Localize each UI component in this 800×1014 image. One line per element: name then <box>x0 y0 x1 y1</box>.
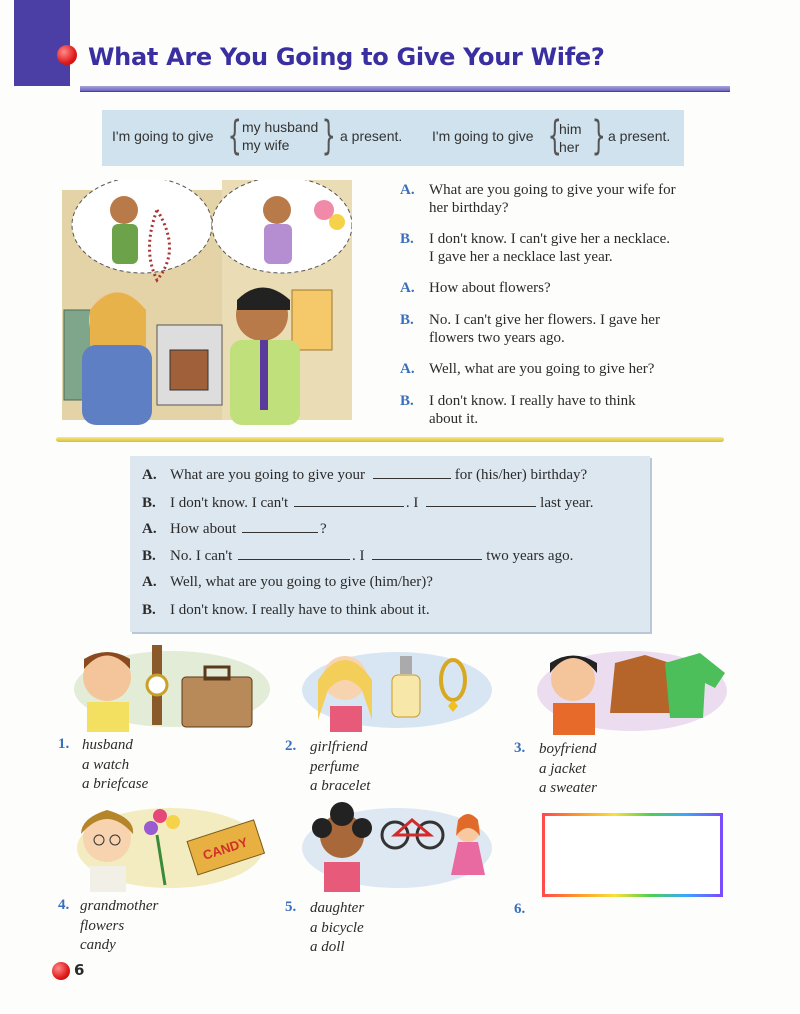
husband-watch-briefcase-picture <box>72 637 272 732</box>
speaker-label: B. <box>142 495 156 511</box>
speaker-label: B. <box>400 231 414 247</box>
title-bullet-icon <box>57 45 77 65</box>
item-number-4: 4. <box>58 897 70 913</box>
right-close-brace: } <box>591 113 606 159</box>
grammar-option-wife: my wife <box>242 137 290 153</box>
item-gift: a bracelet <box>310 778 371 794</box>
speaker-label: B. <box>142 548 156 564</box>
candy-label: CANDY <box>200 834 250 863</box>
item-gift: a doll <box>310 939 345 955</box>
item-gift: a bicycle <box>310 920 364 936</box>
blank-person[interactable] <box>373 466 451 479</box>
speaker-label: A. <box>142 467 157 483</box>
practice-box <box>130 456 650 632</box>
grammar-right-suffix: a present. <box>608 128 671 144</box>
speaker-label: A. <box>142 574 157 590</box>
dialogue-text: her birthday? <box>429 200 509 216</box>
item-gift: a watch <box>82 757 130 773</box>
practice-line-6: B. I don't know. I really have to think about it. <box>142 602 430 618</box>
blank-cant-give[interactable] <box>294 494 404 507</box>
boyfriend-jacket-sweater-picture <box>535 643 730 735</box>
speaker-label: B. <box>142 602 156 618</box>
blank-gave-2[interactable] <box>372 547 482 560</box>
item-gift: a sweater <box>539 780 597 796</box>
item-person-girlfriend: girlfriend <box>310 739 368 755</box>
dialogue-text: flowers two years ago. <box>429 330 565 346</box>
item-number-1: 1. <box>58 736 70 752</box>
practice-line-1: A. What are you going to give your for (his/her) birthday? <box>142 467 588 483</box>
speaker-label: A. <box>400 280 415 296</box>
practice-line-2: B. I don't know. I can't . I last year. <box>142 495 594 511</box>
grammar-left-suffix: a present. <box>340 128 403 144</box>
office-conversation-illustration <box>62 180 352 430</box>
section-divider <box>56 437 724 442</box>
dialogue-text: What are you going to give your wife for <box>429 182 676 198</box>
grammar-option-husband: my husband <box>242 119 319 135</box>
page-title: What Are You Going to Give Your Wife? <box>88 43 605 71</box>
corner-tab <box>14 0 70 86</box>
speaker-label: B. <box>400 393 414 409</box>
blank-cant-give-2[interactable] <box>238 547 350 560</box>
grammar-option-her: her <box>559 139 580 155</box>
dialogue-text: I don't know. I really have to think <box>429 393 636 409</box>
item-number-3: 3. <box>514 740 526 756</box>
dialogue-text: No. I can't give her flowers. I gave her <box>429 312 660 328</box>
item-number-6: 6. <box>514 901 526 917</box>
item-gift: candy <box>80 937 116 953</box>
speaker-label: A. <box>142 521 157 537</box>
practice-line-3: A. How about ? <box>142 521 327 537</box>
dialogue-text: Well, what are you going to give her? <box>429 361 655 377</box>
title-underline <box>80 86 730 92</box>
speaker-label: A. <box>400 182 415 198</box>
item-person-husband: husband <box>82 737 133 753</box>
girlfriend-perfume-bracelet-picture <box>300 640 495 732</box>
item-gift: a jacket <box>539 761 587 777</box>
grammar-left-prefix: I'm going to give <box>112 128 214 144</box>
dialogue-text: How about flowers? <box>429 280 551 296</box>
item-number-2: 2. <box>285 738 297 754</box>
grammar-right-prefix: I'm going to give <box>432 128 534 144</box>
blank-how-about[interactable] <box>242 520 318 533</box>
practice-line-5: A. Well, what are you going to give (him/her)? <box>142 574 433 590</box>
grammar-box <box>102 110 684 166</box>
speaker-label: B. <box>400 312 414 328</box>
speaker-label: A. <box>400 361 415 377</box>
item-person-grandmother: grandmother <box>80 898 159 914</box>
blank-gave[interactable] <box>426 494 536 507</box>
page-number: 6 <box>74 961 85 979</box>
item-gift: a briefcase <box>82 776 149 792</box>
dialogue-text: I gave her a necklace last year. <box>429 249 613 265</box>
item-gift: flowers <box>80 918 125 934</box>
left-close-brace: } <box>321 113 336 159</box>
practice-line-4: B. No. I can't . I two years ago. <box>142 548 574 564</box>
grandmother-flowers-candy-picture <box>75 800 265 892</box>
item-person-boyfriend: boyfriend <box>539 741 597 757</box>
page-bullet-icon <box>52 962 70 980</box>
item-number-5: 5. <box>285 899 297 915</box>
dialogue-text: about it. <box>429 411 479 427</box>
daughter-bicycle-doll-picture <box>300 800 495 892</box>
blank-picture-box[interactable] <box>542 813 723 897</box>
right-open-brace: { <box>547 113 562 159</box>
item-gift: perfume <box>310 759 360 775</box>
left-open-brace: { <box>227 113 242 159</box>
item-person-daughter: daughter <box>310 900 365 916</box>
grammar-option-him: him <box>559 121 582 137</box>
dialogue-text: I don't know. I can't give her a necklace. <box>429 231 670 247</box>
